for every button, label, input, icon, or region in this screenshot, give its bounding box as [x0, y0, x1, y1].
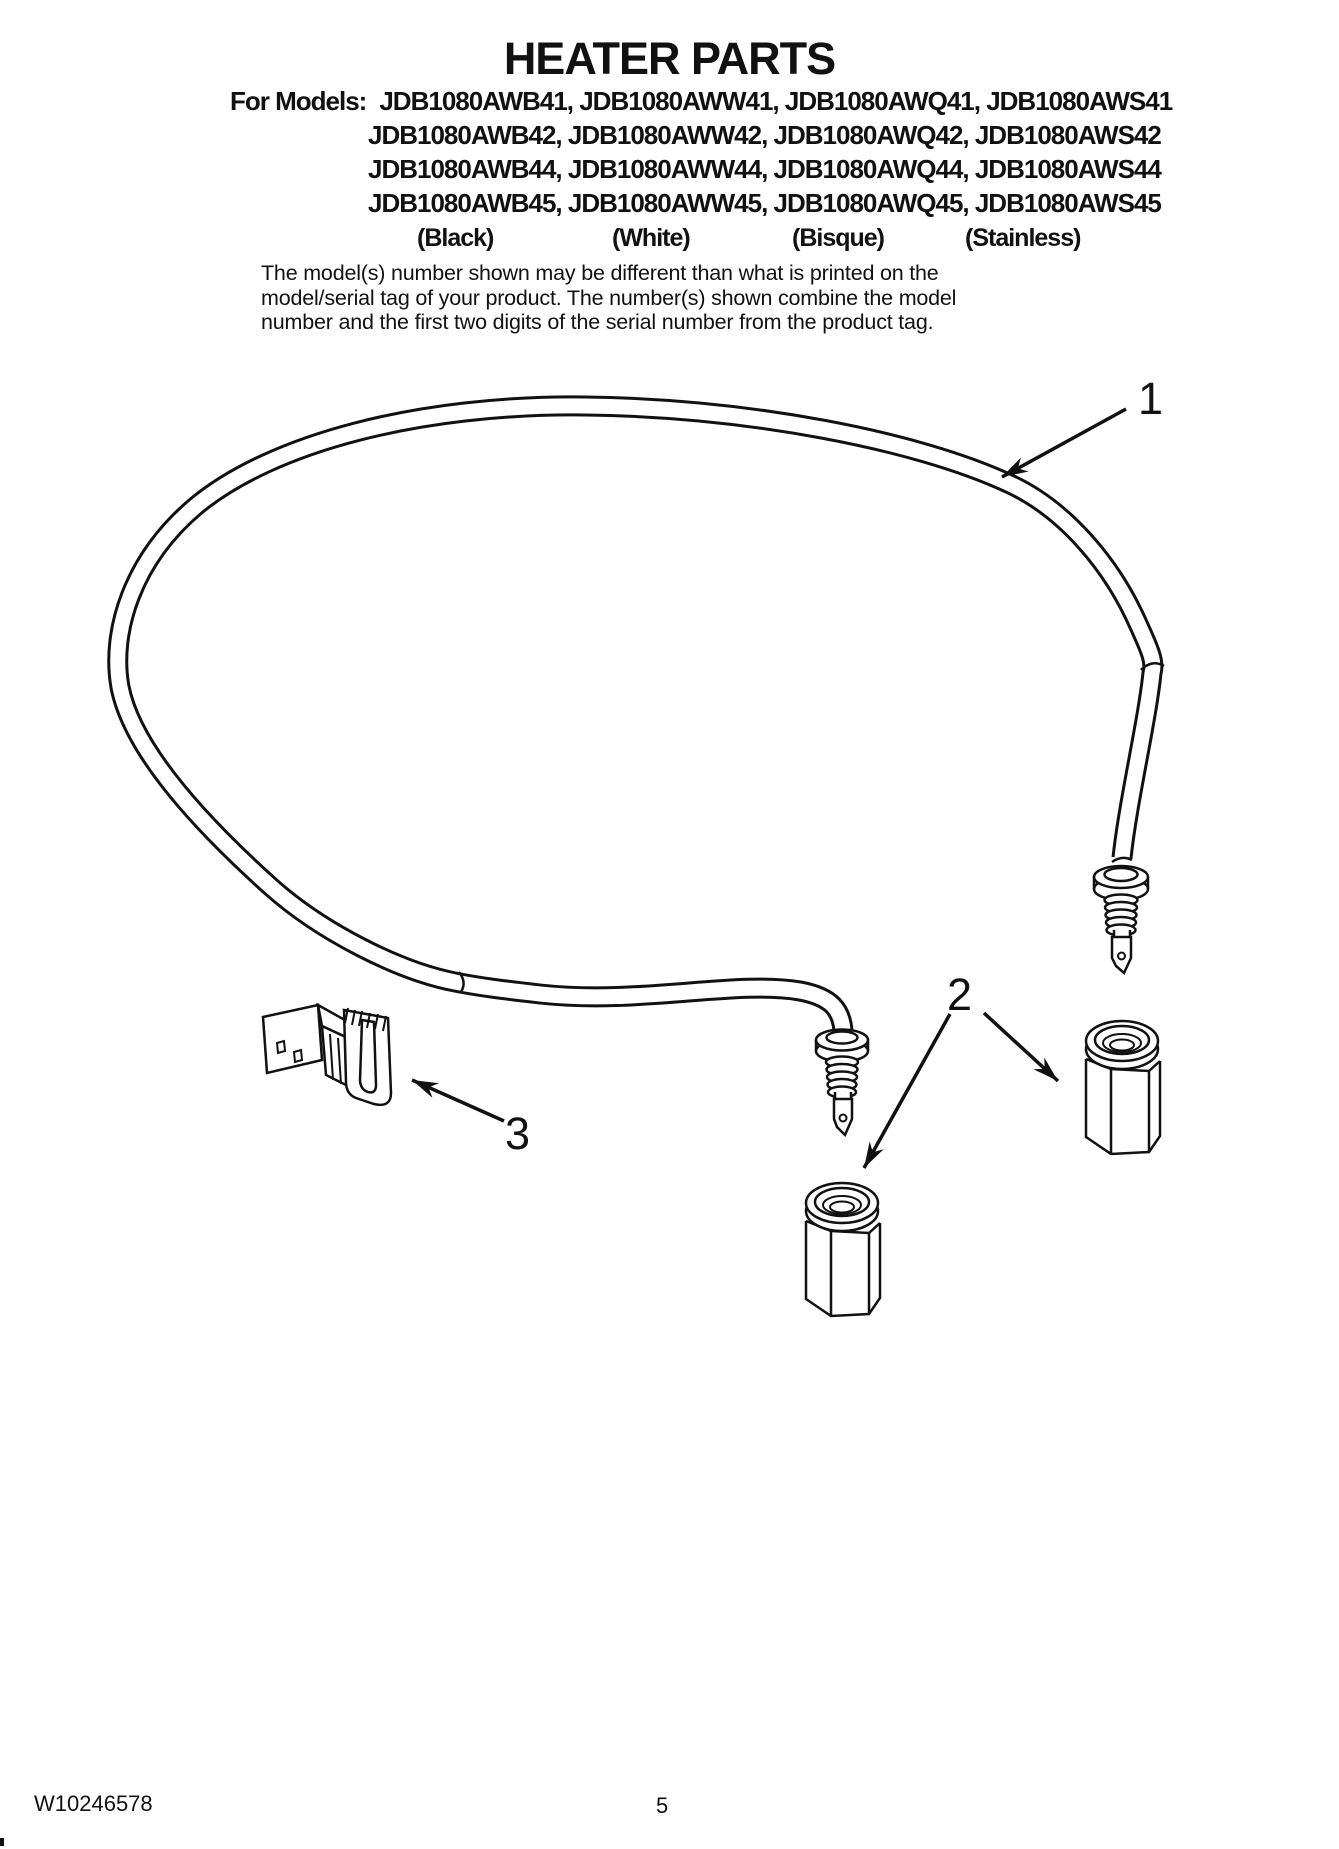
callout-3 — [412, 1080, 530, 1159]
center-terminal — [816, 1030, 868, 1136]
color-label-stainless: (Stainless) — [965, 224, 1081, 252]
color-label-white: (White) — [612, 224, 690, 252]
models-line-1-values: JDB1080AWB41, JDB1080AWW41, JDB1080AWQ41, JDB1080AWS41 — [379, 86, 1173, 116]
disclaimer-line-3: number and the first two digits of the serial number from the product tag. — [261, 310, 934, 334]
callout-3-number: 3 — [505, 1108, 531, 1159]
terminal-nut-center-drawing — [806, 1183, 880, 1316]
heater-tube-outline — [118, 406, 1153, 1030]
mounting-clip-drawing — [263, 1005, 391, 1105]
callout-1 — [1002, 373, 1163, 477]
callout-2-number: 2 — [947, 969, 973, 1020]
disclaimer-line-1: The model(s) number shown may be different than what is printed on the — [261, 261, 939, 285]
scan-artifact-dot — [0, 1838, 4, 1846]
callout-2 — [864, 969, 1058, 1168]
models-line-3: JDB1080AWB44, JDB1080AWW44, JDB1080AWQ44, JDB1080AWS44 — [368, 154, 1161, 184]
callout-2-arrow-center-nut — [864, 1014, 950, 1168]
callout-1-arrow — [1002, 409, 1126, 477]
page-title: HEATER PARTS — [503, 33, 836, 84]
disclaimer-line-2: model/serial tag of your product. The number(s) shown combine the model — [261, 285, 957, 310]
page-number: 5 — [656, 1793, 669, 1818]
right-terminal — [1094, 858, 1148, 973]
models-line-2: JDB1080AWB42, JDB1080AWW42, JDB1080AWQ42, JDB1080AWS42 — [368, 120, 1161, 150]
terminal-nut-right-drawing — [1086, 1021, 1160, 1154]
callout-3-arrow — [412, 1080, 504, 1121]
models-line-4: JDB1080AWB45, JDB1080AWW45, JDB1080AWQ45, JDB1080AWS45 — [368, 188, 1161, 218]
callout-1-number: 1 — [1138, 373, 1164, 424]
callout-2-arrow-right-nut — [984, 1013, 1058, 1081]
heater-tube-fill — [118, 406, 1153, 1030]
color-label-black: (Black) — [417, 224, 494, 252]
document-number: W10246578 — [34, 1791, 153, 1816]
models-label: For Models: — [230, 86, 367, 116]
color-label-bisque: (Bisque) — [792, 224, 884, 252]
